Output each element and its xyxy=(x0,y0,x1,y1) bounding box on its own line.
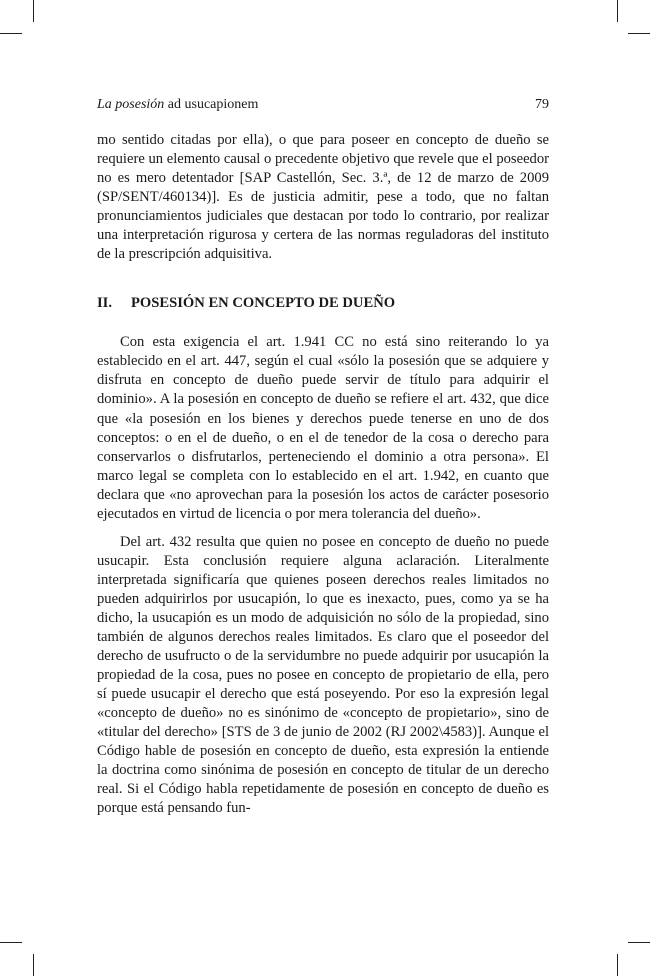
crop-mark-bottom-right-horizontal xyxy=(628,942,650,943)
body-text xyxy=(97,131,549,819)
section-heading xyxy=(97,294,549,313)
crop-mark-top-left-horizontal xyxy=(0,33,22,34)
page-number: 79 xyxy=(535,97,549,112)
book-page xyxy=(97,96,549,819)
crop-mark-top-left-vertical xyxy=(33,0,34,22)
crop-mark-bottom-left-vertical xyxy=(33,954,34,976)
running-head-title-italic: La posesión xyxy=(97,97,165,112)
crop-mark-top-right-vertical xyxy=(617,0,618,22)
paragraph: Del art. 432 resulta que quien no posee en concepto de dueño no puede usucapir. Esta conclusión requiere alguna aclaración. Literalmente interpretada significaría que quienes poseen derechos reales limitados no pueden adquirirlos por usucapión, lo que es inexacto, pues, como ya se ha dicho, la usucapión es un modo de adquisición no sólo de la propiedad, sino también de algunos derechos reales limitados. Es claro que el poseedor del derecho de usufructo o de la servidumbre no puede adquirir por usucapión la propiedad de la cosa, pues no posee en concepto de propietario de ella, pero sí puede usucapir el derecho que está poseyendo. Por eso la expresión legal «concepto de dueño» no es sinónimo de «concepto de propietario», sino de «titular del derecho» [STS de 3 de junio de 2002 (RJ 2002\4583)]. Aunque el Código hable de posesión en concepto de dueño, esta expresión la entiende la doctrina como sinónima de posesión en concepto de titular de un derecho real. Si el Código habla repetidamente de posesión en concepto de dueño es porque está pensando fun- xyxy=(97,533,549,817)
section-number: II. xyxy=(97,295,113,312)
running-head xyxy=(97,96,549,114)
crop-mark-bottom-right-vertical xyxy=(617,954,618,976)
running-head-title-rest: ad usucapionem xyxy=(164,97,259,112)
running-head-title xyxy=(97,96,258,114)
section-title: POSESIÓN EN CONCEPTO DE DUEÑO xyxy=(131,295,396,312)
crop-mark-bottom-left-horizontal xyxy=(0,942,22,943)
crop-mark-top-right-horizontal xyxy=(628,33,650,34)
paragraph-continuation: mo sentido citadas por ella), o que para poseer en concepto de dueño se requiere un elemento causal o precedente objetivo que revele que el poseedor no es mero detentador [SAP Castellón, Sec. 3.ª, de 12 de marzo de 2009 (SP/SENT/460134)]. Es de justicia admitir, pese a todo, que no faltan pronunciamientos judiciales que destacan por todo lo contrario, por realizar una interpretación rigurosa y certera de las normas reguladoras del instituto de la prescripción adquisitiva. xyxy=(97,132,549,263)
paragraph: Con esta exigencia el art. 1.941 CC no está sino reiterando lo ya establecido en el art. 447, según el cual «sólo la posesión que se adquiere y disfruta en concepto de dueño puede servir de título para adquirir el dominio». A la posesión en concepto de dueño se refiere el art. 432, que dice que «la posesión en los bienes y derechos puede tenerse en uno de dos conceptos: o en el de dueño, o en el de tenedor de la cosa o derecho para conservarlos o disfrutarlos, perteneciendo el dominio a otra persona». El marco legal se completa con lo establecido en el art. 1.942, en cuanto que declara que «no aprovechan para la posesión los actos de carácter posesorio ejecutados en virtud de licencia o por mera tolerancia del dueño». xyxy=(97,334,549,522)
